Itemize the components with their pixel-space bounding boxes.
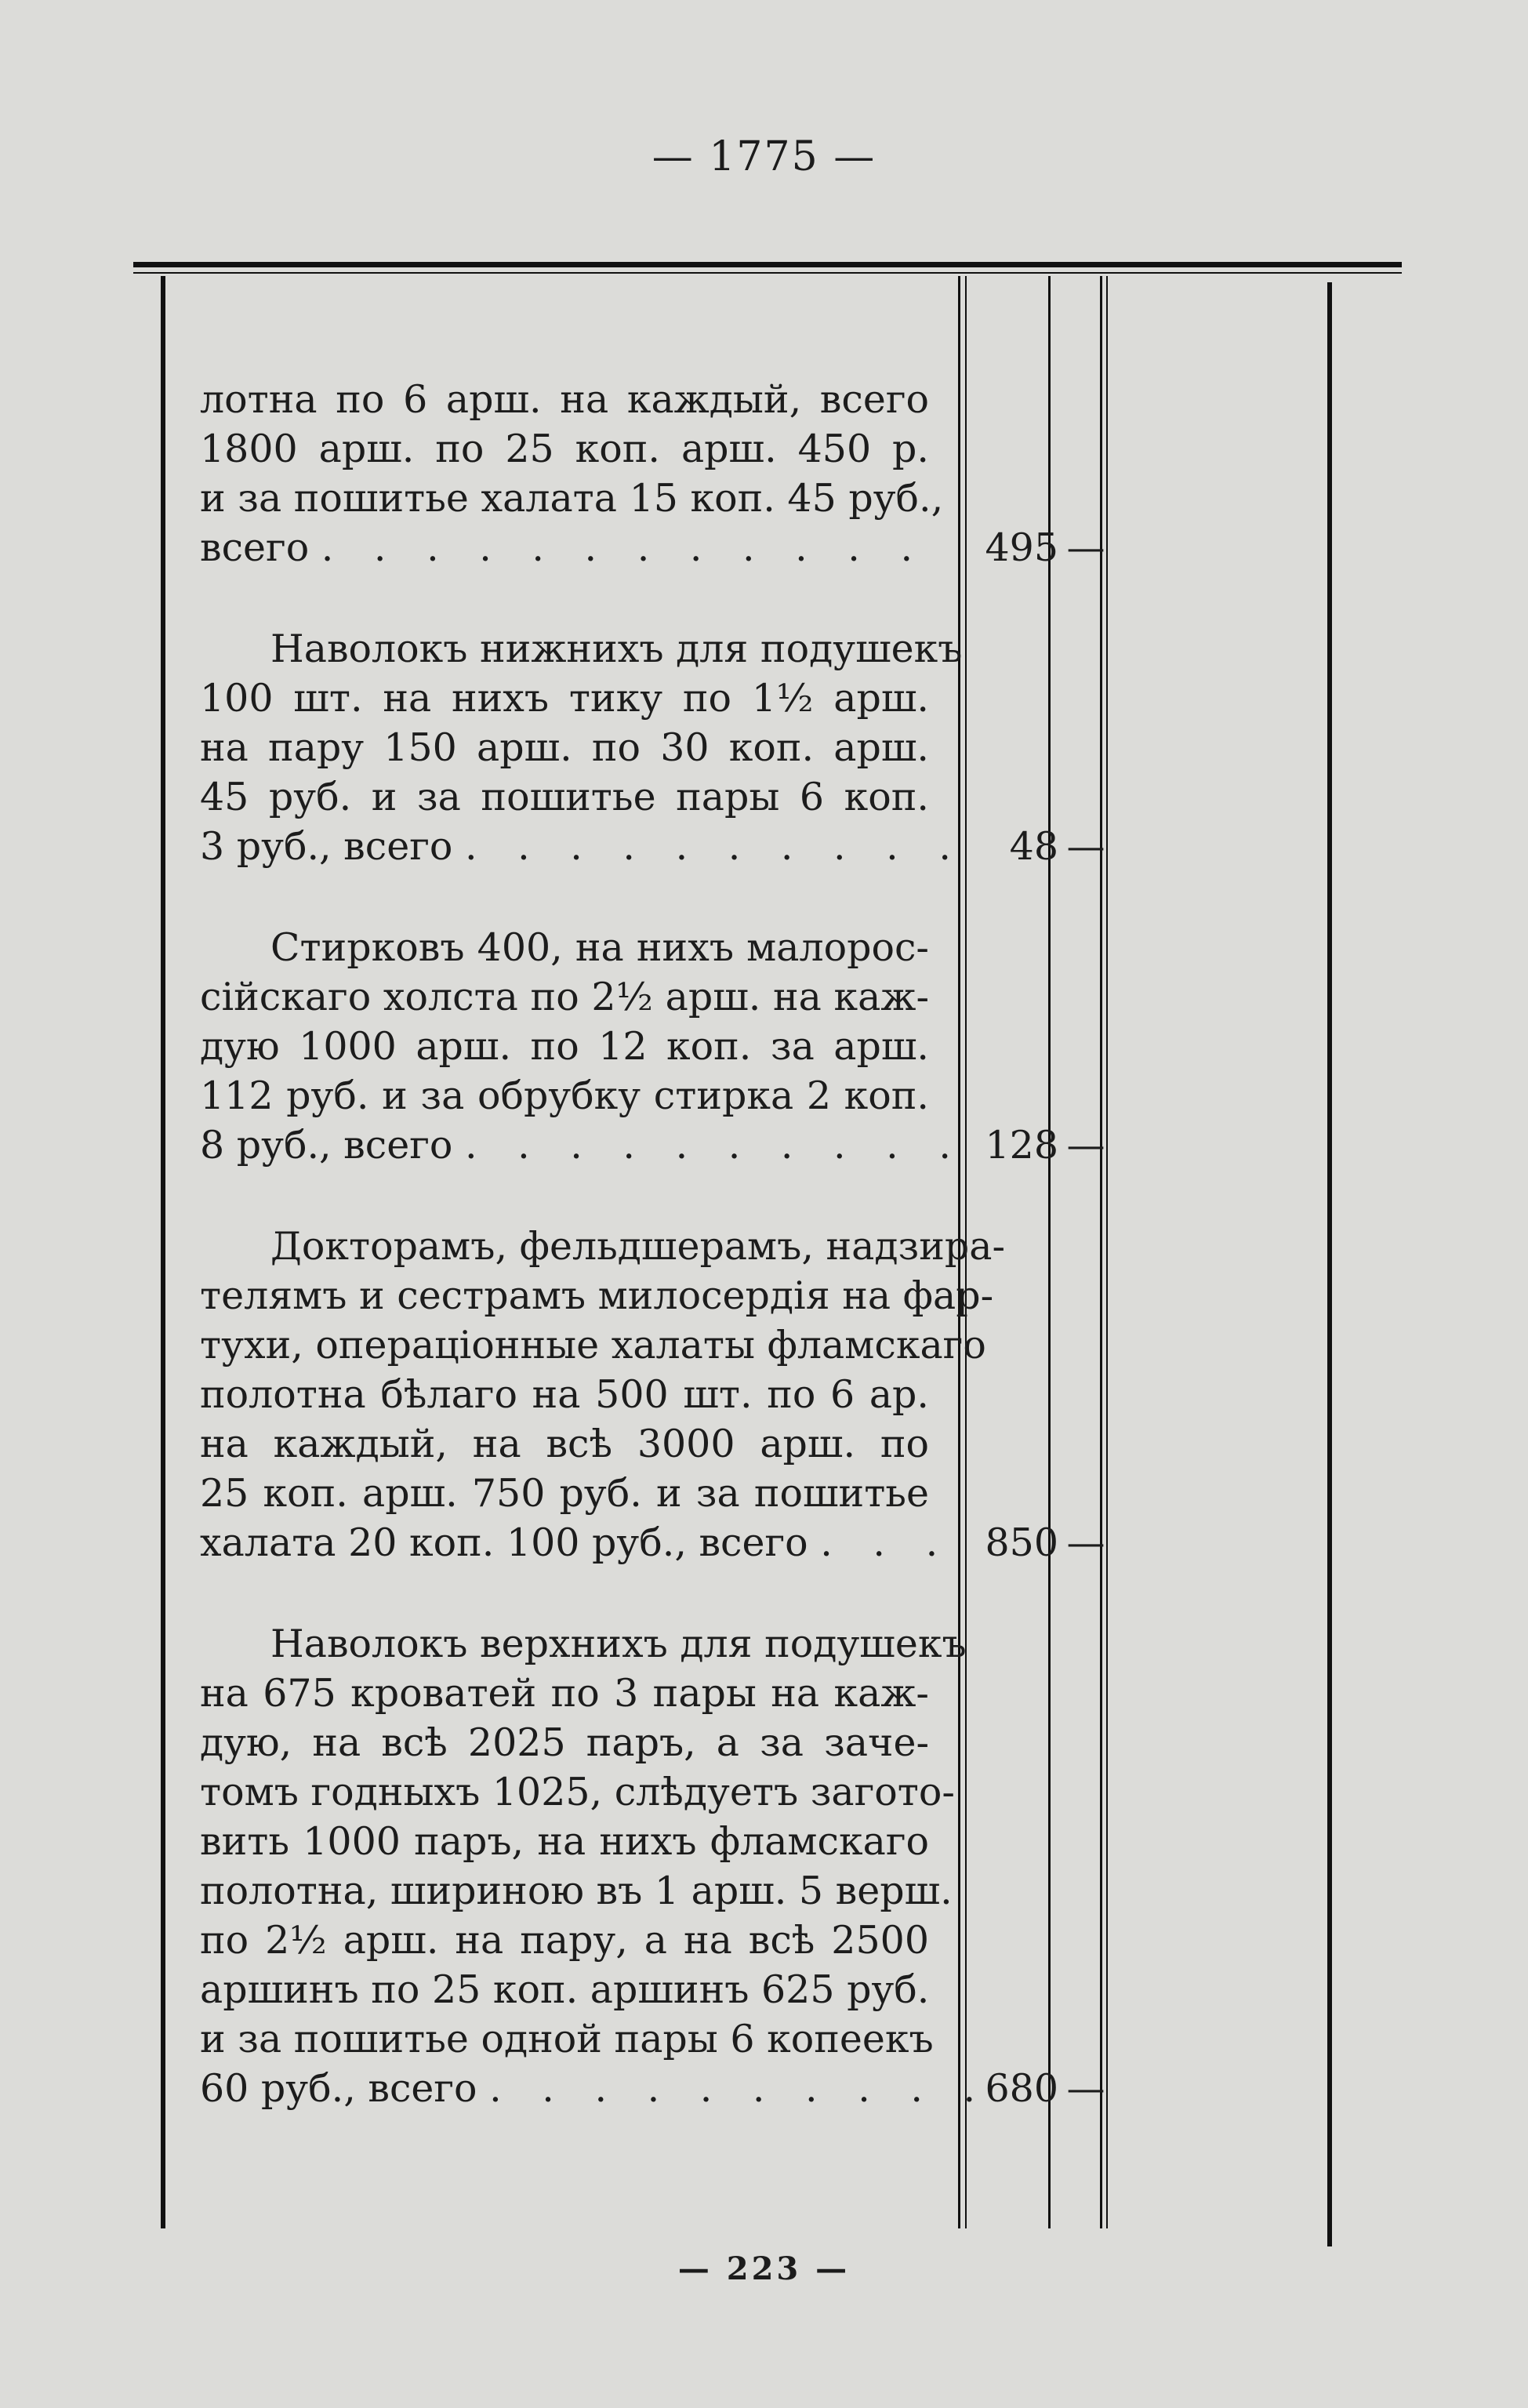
sheet-number-footer: — 223 — [677,2250,851,2287]
dot-leader: . . . . . . . . . . [464,824,965,869]
entry-4 [200,1222,1258,1567]
entry-list [200,375,1258,2165]
entry-2 [200,624,1258,871]
entry-line-last [200,2064,990,2113]
entry-line-last [200,1120,965,1170]
entry-line-last [200,523,929,572]
entry-line: и за пошитье одной пары 6 копеекъ [200,2017,934,2061]
entry-line-last [200,822,965,871]
entry-line: на пару 150 арш. по 30 коп. арш. [200,725,929,770]
entry-line-text: 3 руб., всего [200,824,453,869]
amount-kopecks: — [1066,1520,1105,1565]
entry-line: томъ годныхъ 1025, слѣдуетъ загото- [200,1770,955,1814]
entry-line: вить 1000 паръ, на нихъ фламскаго [200,1819,929,1864]
entry-line: телямъ и сестрамъ милосердія на фар- [200,1273,994,1318]
entry-line: 45 руб. и за пошитье пары 6 коп. [200,775,929,819]
entry-line-text: 60 руб., всего [200,2066,477,2111]
amount-kopecks: — [1066,824,1105,869]
dot-leader: . . . . . . . . . . [464,1123,965,1168]
entry-line: Наволокъ нижнихъ для подушекъ [270,627,963,671]
entry-line: дую, на всѣ 2025 паръ, а за заче- [200,1720,929,1765]
entry-line: Стирковъ 400, на нихъ малорос- [270,925,929,970]
amount-rubles: 495 [985,525,1058,570]
entry-3 [200,923,1258,1170]
entry-line-last [200,1518,953,1567]
entry-line: дую 1000 арш. по 12 коп. за арш. [200,1024,929,1069]
entry-line: 1800 арш. по 25 коп. арш. 450 р. [200,427,929,471]
entry-line: Докторамъ, фельдшерамъ, надзира- [270,1224,1006,1269]
page-number-header: — 1775 — [651,133,877,180]
amount-rubles: 128 [985,1123,1058,1168]
entry-line-text: всего [200,525,310,570]
entry-line: полотна бѣлаго на 500 шт. по 6 ар. [200,1372,929,1417]
entry-line: тухи, операціонные халаты фламскаго [200,1323,986,1367]
entry-line: по 2½ арш. на пару, а на всѣ 2500 [200,1918,929,1963]
entry-line: 100 шт. на нихъ тику по 1½ арш. [200,676,929,721]
right-border-rule [1327,282,1332,2246]
entry-line: аршинъ по 25 коп. аршинъ 625 руб. [200,1967,930,2012]
dot-leader: . . . . . . . . . . [489,2066,990,2111]
left-border-rule [161,276,165,2228]
entry-line-text: халата 20 коп. 100 руб., всего [200,1520,808,1565]
entry-5 [200,1619,1258,2113]
amount-kopecks: — [1066,2066,1105,2111]
entry-line: на каждый, на всѣ 3000 арш. по [200,1422,929,1466]
entry-line: сійскаго холста по 2½ арш. на каж- [200,975,929,1019]
entry-line: полотна, шириною въ 1 арш. 5 верш. [200,1869,953,1913]
entry-line-text: 8 руб., всего [200,1123,453,1168]
amount-kopecks: — [1066,1123,1105,1168]
entry-line: лотна по 6 арш. на каждый, всего [200,377,929,422]
entry-line: 25 коп. арш. 750 руб. и за пошитье [200,1471,929,1516]
amount-rubles: 48 [1009,824,1058,869]
dot-leader: . . . . . . . . . . . . [321,525,927,570]
entry-line: 112 руб. и за обрубку стирка 2 коп. [200,1073,929,1118]
dot-leader: . . . [820,1520,953,1565]
amount-kopecks: — [1066,525,1105,570]
entry-line: и за пошитье халата 15 коп. 45 руб., [200,476,944,521]
entry-line: Наволокъ верхнихъ для подушекъ [270,1622,967,1666]
table-top-rule [133,262,1402,274]
amount-rubles: 850 [985,1520,1058,1565]
entry-line: на 675 кроватей по 3 пары на каж- [200,1671,929,1716]
entry-1 [200,375,1258,572]
amount-rubles: 680 [985,2066,1058,2111]
